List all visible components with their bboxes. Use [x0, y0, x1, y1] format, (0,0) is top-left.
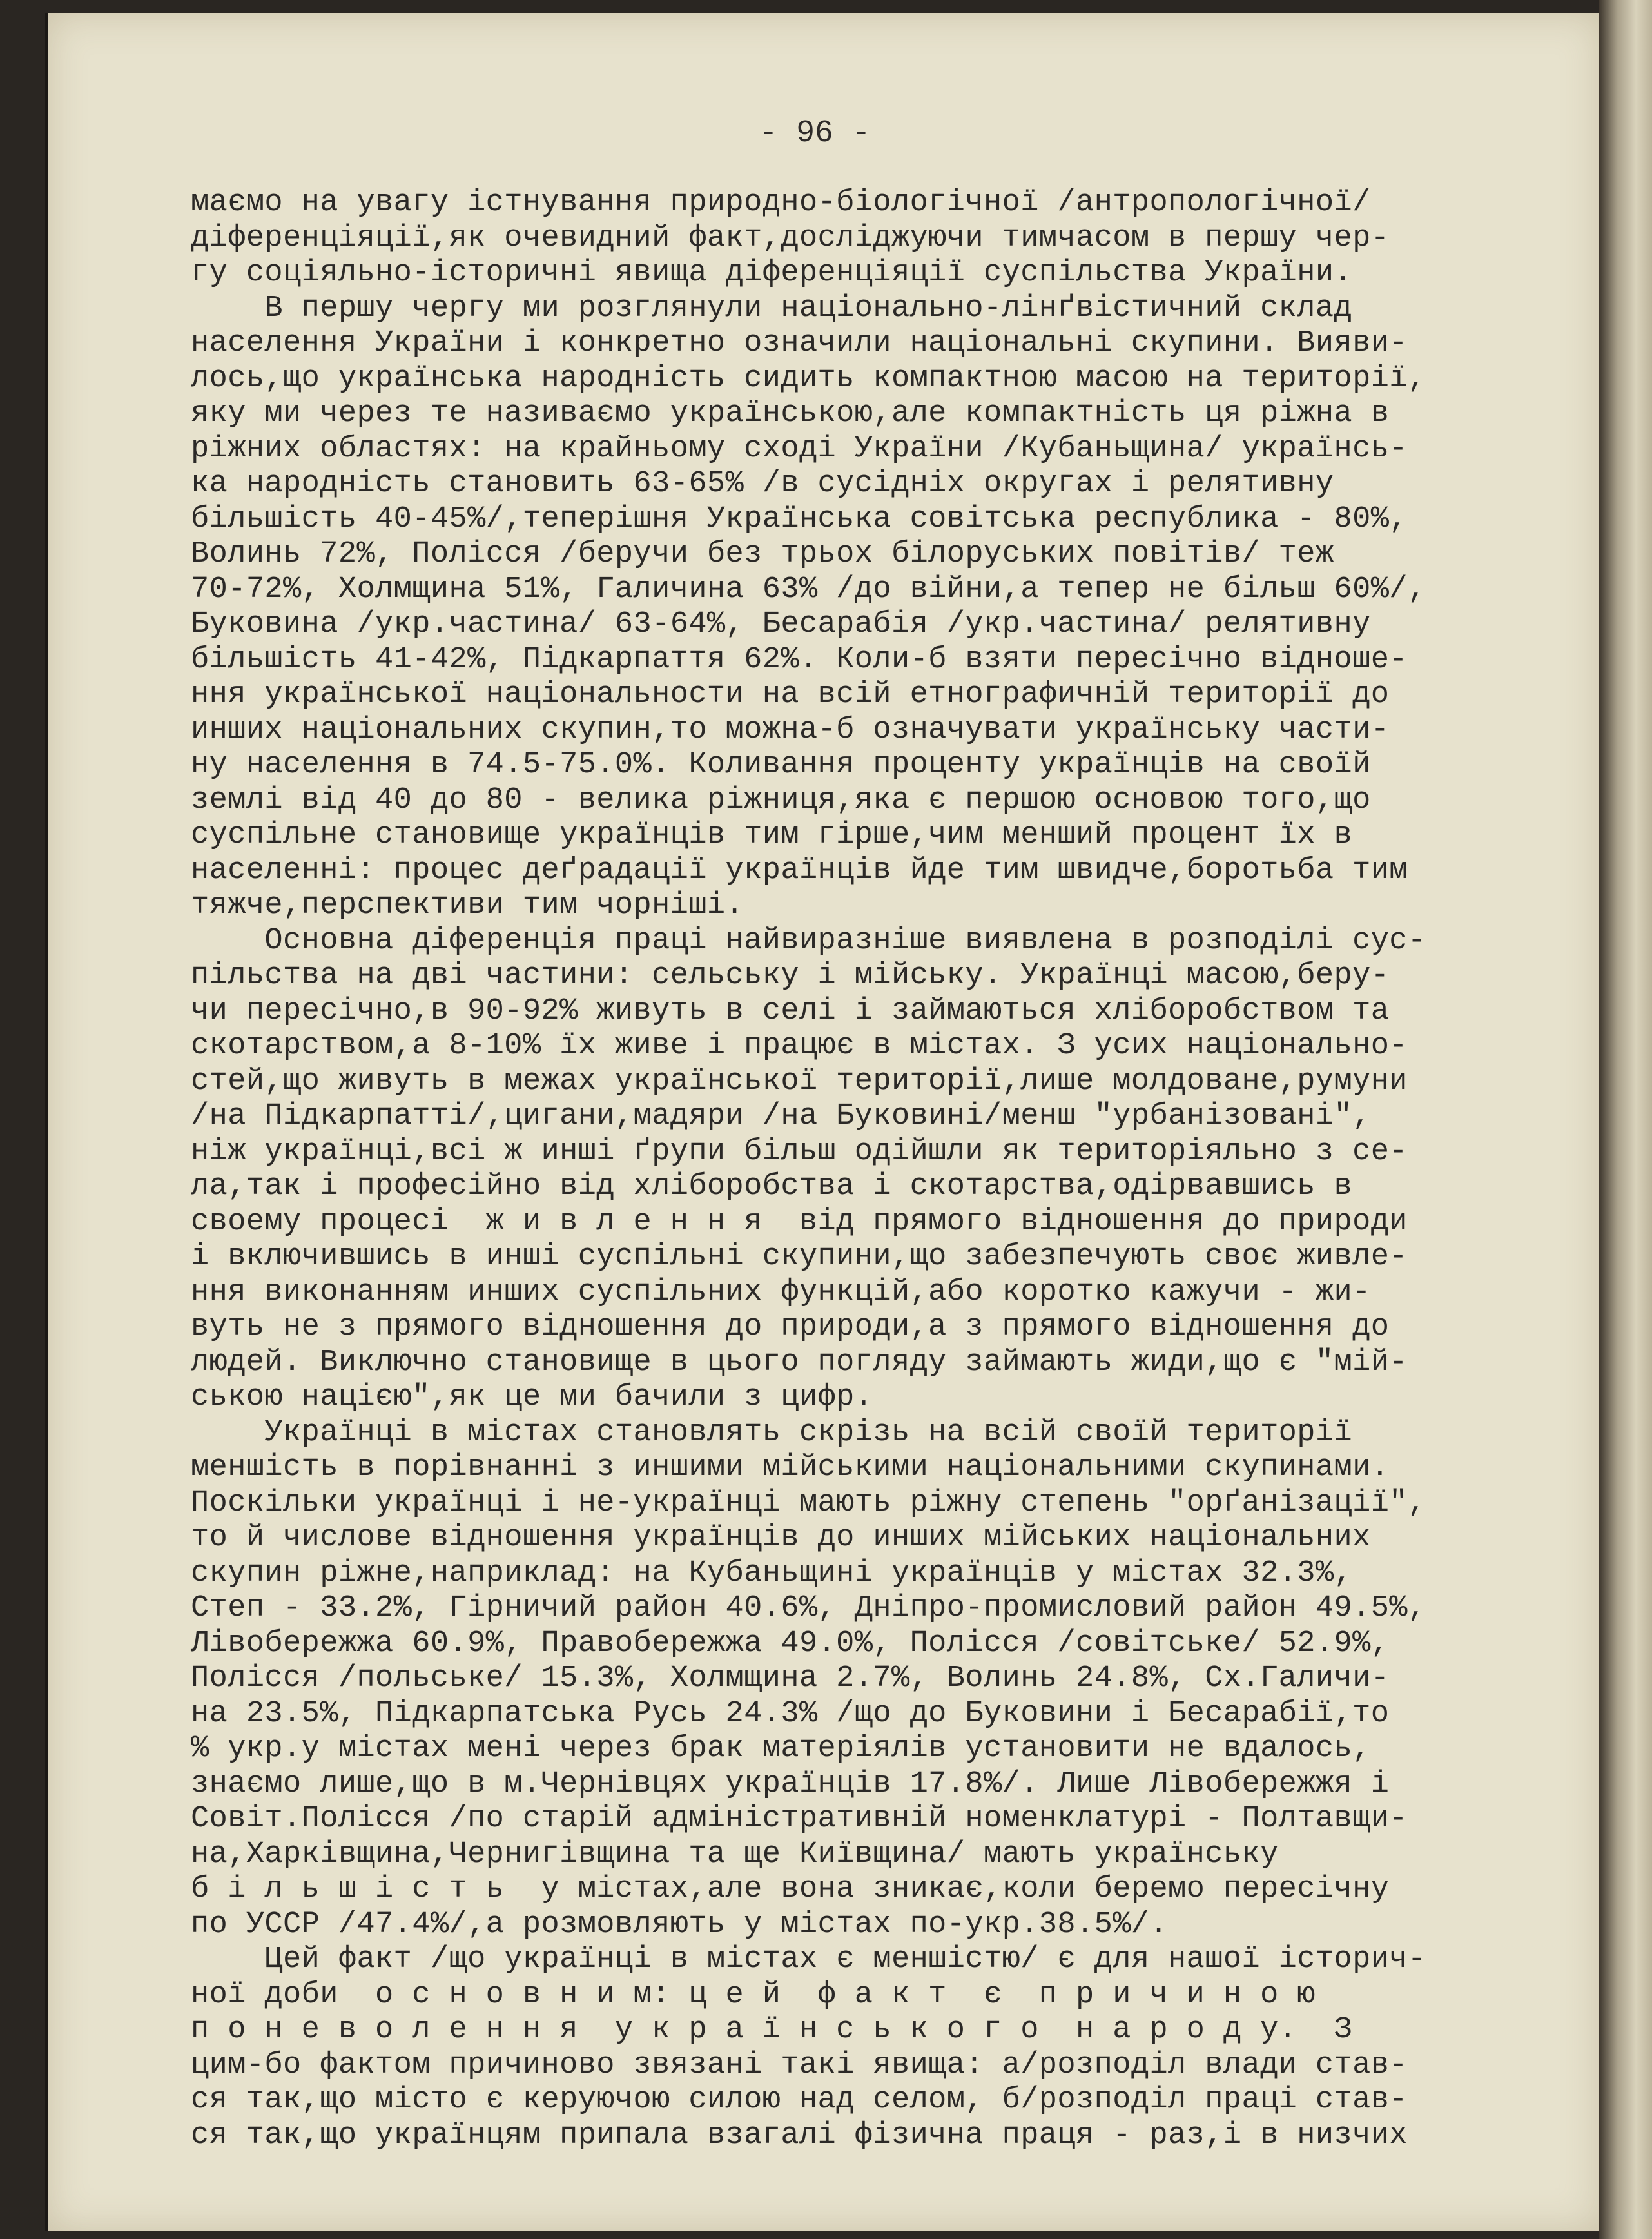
text-line: суспільне становище українців тим гірше,чим менший процент їх в: [191, 818, 1353, 852]
text-line: скотарством,а 8-10% їх живе і працює в містах. З усих національно-: [191, 1029, 1408, 1063]
text-line: ся так,що місто є керуючою силою над селом, б/розподіл праці став-: [191, 2083, 1408, 2117]
text-line: 70-72%, Холмщина 51%, Галичина 63% /до війни,а тепер не більш 60%/,: [191, 572, 1426, 607]
document-page: [45, 13, 1601, 2231]
page-number: - 96 -: [759, 116, 871, 151]
text-line: Українці в містах становлять скрізь на всій своїй території: [191, 1415, 1353, 1450]
text-line: ка народність становить 63-65% /в сусідніх округах і релятивну: [191, 467, 1334, 501]
text-line: В першу чергу ми розглянули національно-лінґвістичний склад: [191, 291, 1353, 326]
page-edge: [1599, 0, 1652, 2239]
text-line: маємо на увагу істнування природно-біологічної /антропологічної/: [191, 186, 1371, 220]
text-line: % укр.у містах мені через брак матеріялів установити не вдалось,: [191, 1732, 1371, 1766]
text-line: на,Харківщина,Чернигівщина та ще Київщина/ мають українську: [191, 1837, 1279, 1872]
text-line: і включившись в инші суспільні скупини,що забезпечують своє живле-: [191, 1240, 1408, 1274]
text-line: лось,що українська народність сидить компактною масою на території,: [191, 361, 1426, 396]
text-line: більшість 41-42%, Підкарпаття 62%. Коли-б взяти пересічно відноше-: [191, 642, 1408, 677]
text-line: п о н е в о л е н н я у к р а ї н с ь к о г о н а р о д у. З: [191, 2013, 1353, 2047]
text-line: Совіт.Полісся /по старій адміністративній номенклатурі - Полтавщи-: [191, 1802, 1408, 1836]
text-line: ніж українці,всі ж инші ґрупи більш одійшли як територіяльно з се-: [191, 1134, 1408, 1169]
text-line: більшість 40-45%/,теперішня Українська совітська республика - 80%,: [191, 502, 1408, 536]
text-line: ної доби о с н о в н и м: ц е й ф а к т є п р и ч и н о ю: [191, 1977, 1316, 2012]
text-line: Лівобережжа 60.9%, Правобережжа 49.0%, Полісся /совітське/ 52.9%,: [191, 1626, 1390, 1661]
text-line: яку ми через те називаємо українською,але компактність ця ріжна в: [191, 396, 1390, 431]
text-line: землі від 40 до 80 - велика ріжниця,яка є першою основою того,що: [191, 783, 1371, 817]
text-line: Волинь 72%, Полісся /беручи без трьох білоруських повітів/ теж: [191, 537, 1334, 571]
text-line: цим-бо фактом причиново звязані такі явища: а/розподіл влади став-: [191, 2048, 1408, 2082]
text-line: то й числове відношення українців до инших мійських національних: [191, 1521, 1371, 1555]
text-line: чи пересічно,в 90-92% живуть в селі і займаються хліборобством та: [191, 993, 1390, 1028]
text-line: меншість в порівнанні з иншими мійськими національними скупинами.: [191, 1451, 1390, 1485]
text-line: тяжче,перспективи тим чорніші.: [191, 888, 744, 923]
text-line: по УССР /47.4%/,а розмовляють у містах по-укр.38.5%/.: [191, 1907, 1169, 1942]
text-line: вуть не з прямого відношення до природи,а з прямого відношення до: [191, 1310, 1390, 1344]
document-body: [191, 186, 1506, 2153]
text-line: населення України і конкретно означили національні скупини. Вияви-: [191, 326, 1408, 360]
text-line: инших національних скупин,то можна-б означувати українську части-: [191, 712, 1390, 747]
text-line: ння виконанням инших суспільних функцій,або коротко кажучи - жи-: [191, 1275, 1371, 1309]
text-line: Полісся /польське/ 15.3%, Холмщина 2.7%, Волинь 24.8%, Сх.Галичи-: [191, 1661, 1390, 1696]
text-line: б і л ь ш і с т ь у містах,але вона зникає,коли беремо пересічну: [191, 1872, 1390, 1906]
text-line: пільства на дві частини: сельську і мійську. Українці масою,беру-: [191, 959, 1390, 993]
text-line: Цей факт /що українці в містах є меншістю/ є для нашої історич-: [191, 1942, 1426, 1977]
text-line: гу соціяльно-історичні явища діференціяції суспільства України.: [191, 256, 1353, 290]
text-line: діференціяції,як очевидний факт,досліджуючи тимчасом в першу чер-: [191, 220, 1390, 255]
text-line: ну населення в 74.5-75.0%. Коливання проценту українців на своїй: [191, 748, 1371, 782]
text-line: ською нацією",як це ми бачили з цифр.: [191, 1380, 873, 1414]
text-line: ріжних областях: на крайньому сході України /Кубаньщина/ українсь-: [191, 431, 1408, 466]
text-line: Буковина /укр.частина/ 63-64%, Бесарабія /укр.частина/ релятивну: [191, 607, 1371, 641]
text-line: /на Підкарпатті/,цигани,мадяри /на Буковині/менш "урбанізовані",: [191, 1099, 1371, 1133]
text-line: Основна діференція праці найвиразніше виявлена в розподілі сус-: [191, 923, 1426, 958]
text-line: Степ - 33.2%, Гірничий район 40.6%, Дніпро-промисловий район 49.5%,: [191, 1591, 1426, 1625]
text-line: на 23.5%, Підкарпатська Русь 24.3% /що до Буковини і Бесарабії,то: [191, 1696, 1390, 1731]
text-line: людей. Виключно становище в цього погляду займають жиди,що є "мій-: [191, 1345, 1408, 1380]
text-line: своему процесі ж и в л е н н я від прямого відношення до природи: [191, 1204, 1408, 1239]
text-line: ння української національности на всій етнографичній території до: [191, 678, 1390, 712]
text-line: скупин ріжне,наприклад: на Кубаньщині українців у містах 32.3%,: [191, 1556, 1353, 1590]
text-line: населенні: процес деґрадації українців йде тим швидче,боротьба тим: [191, 853, 1408, 888]
text-line: стей,що живуть в межах української території,лише молдоване,румуни: [191, 1064, 1408, 1099]
text-line: ся так,що українцям припала взагалі фізична праця - раз,і в низчих: [191, 2118, 1408, 2153]
text-line: Поскільки українці і не-українці мають ріжну степень "орґанізації",: [191, 1485, 1426, 1520]
text-line: ла,так і професійно від хліборобства і скотарства,одірвавшись в: [191, 1169, 1353, 1204]
text-line: знаємо лише,що в м.Чернівцях українців 17.8%/. Лише Лівобережжя і: [191, 1766, 1390, 1801]
